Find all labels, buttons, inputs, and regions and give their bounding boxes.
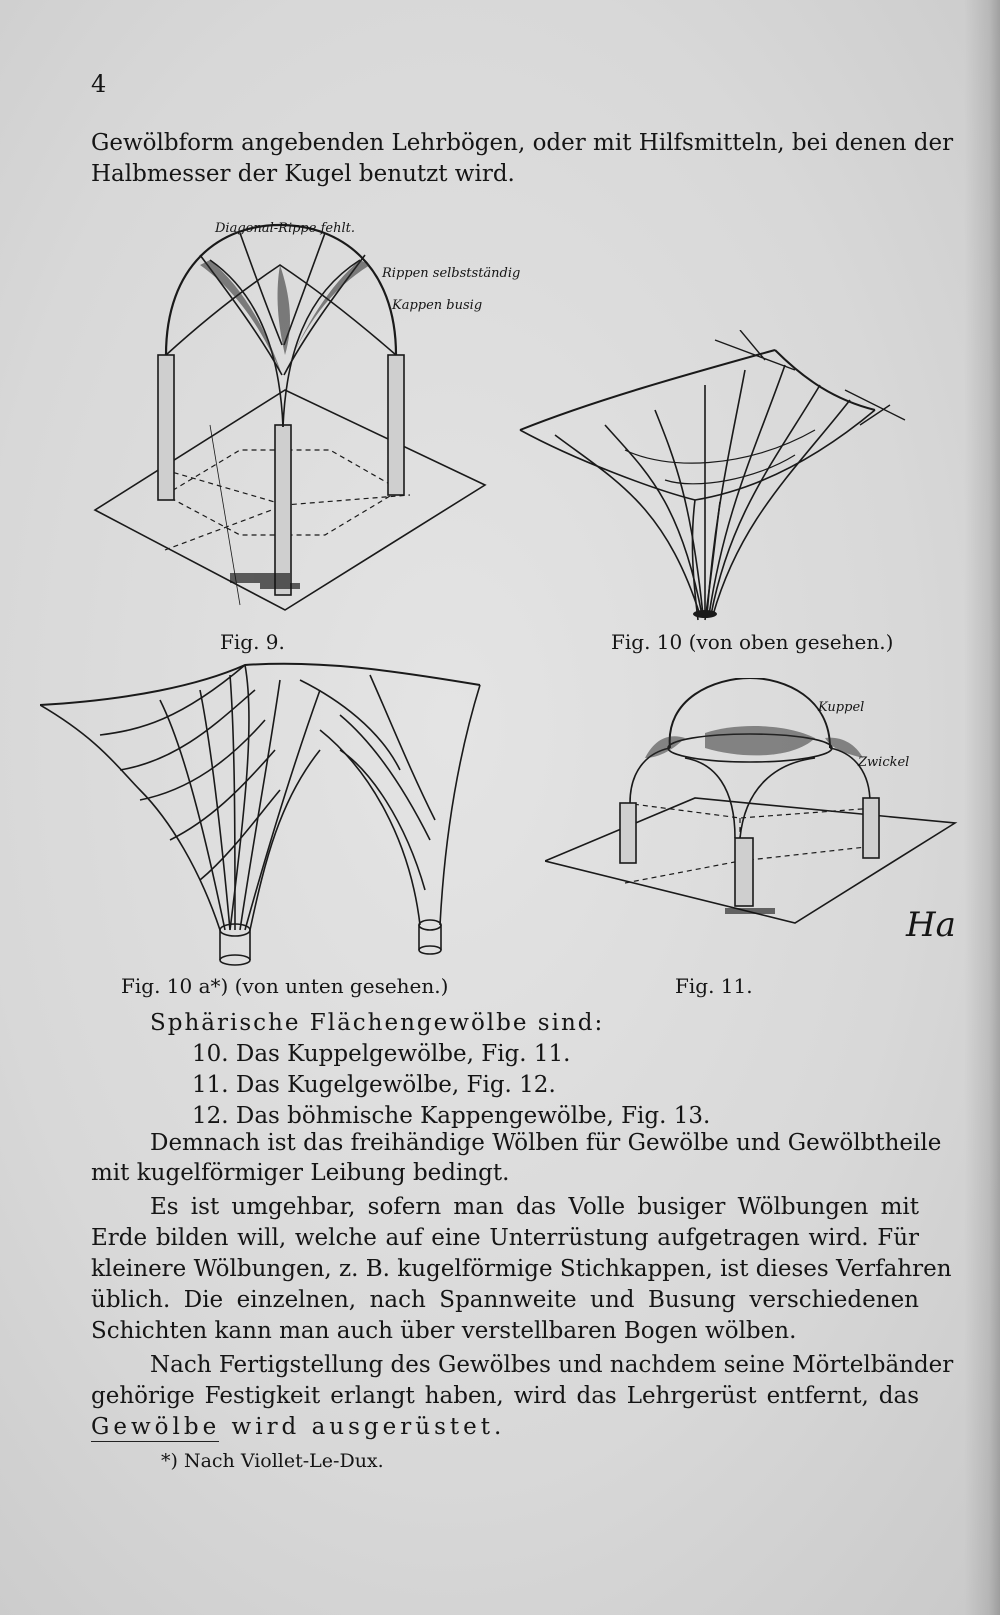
- paragraph3-line-last: [91, 1412, 919, 1442]
- figure-11-drawing: [545, 678, 965, 948]
- paragraph1-line: Demnach ist das freihändige Wölben für Gewölbe und Gewölbtheile: [150, 1130, 942, 1156]
- footnote: *) Nach Viollet-Le-Dux.: [161, 1450, 384, 1472]
- paragraph2-line: kleinere Wölbungen, z. B. kugelförmige Stichkappen, ist dieses Verfahren: [91, 1256, 952, 1282]
- figure-10-drawing: [515, 330, 915, 625]
- footnote-rule: [91, 1441, 219, 1442]
- figure-11-dome-on-pendentives: [545, 678, 965, 948]
- paragraph1-line: mit kugelförmiger Leibung bedingt.: [91, 1160, 510, 1186]
- intro-line-2: Halbmesser der Kugel benutzt wird.: [91, 161, 515, 187]
- list-item: 12. Das böhmische Kappengewölbe, Fig. 13.: [192, 1103, 711, 1129]
- intro-line-1: Gewölbform angebenden Lehrbögen, oder mit Hilfsmitteln, bei denen der: [91, 130, 954, 156]
- fig9-caption: Fig. 9.: [220, 630, 285, 654]
- figure-10-fan-vault-top: [515, 330, 915, 625]
- fig11-label-dome: Kuppel: [818, 700, 865, 715]
- list-item: 10. Das Kuppelgewölbe, Fig. 11.: [192, 1041, 571, 1067]
- fig11-label-pendentive: Zwickel: [858, 755, 910, 770]
- page-edge-shadow: [964, 0, 1000, 1615]
- paragraph3-line: Nach Fertigstellung des Gewölbes und nachdem seine Mörtelbänder: [150, 1352, 954, 1378]
- fig9-label-ribs: Rippen selbstständig: [382, 266, 521, 281]
- list-item: 11. Das Kugelgewölbe, Fig. 12.: [192, 1072, 556, 1098]
- section-heading: Sphärische Flächengewölbe sind:: [150, 1010, 605, 1036]
- paragraph2-line: Schichten kann man auch über verstellbaren Bogen wölben.: [91, 1318, 797, 1344]
- fig9-label-diagonal: Diagonal-Rippe fehlt.: [215, 221, 355, 236]
- paragraph2-line: Es ist umgehbar, sofern man das Volle busiger Wölbungen mit: [150, 1194, 919, 1220]
- paragraph2-line: üblich. Die einzelnen, nach Spannweite und Busung verschiedenen: [91, 1287, 919, 1313]
- fig10-caption: Fig. 10 (von oben gesehen.): [611, 630, 894, 654]
- figure-10a-drawing: [40, 660, 560, 970]
- figure-10a-fan-vault-bottom: [40, 660, 560, 970]
- paragraph3-line: gehörige Festigkeit erlangt haben, wird das Lehrgerüst entfernt, das: [91, 1383, 919, 1409]
- spaced-emphasis: Gewölbe wird ausgerüstet: [91, 1414, 494, 1440]
- fig10a-caption: Fig. 10 a*) (von unten gesehen.): [121, 974, 449, 998]
- page-number: 4: [91, 70, 107, 98]
- fig9-label-caps: Kappen busig: [392, 298, 483, 313]
- sentence-end: .: [493, 1414, 502, 1440]
- artist-signature: Ha: [906, 905, 956, 945]
- paragraph2-line: Erde bilden will, welche auf eine Unterrüstung aufgetragen wird. Für: [91, 1225, 919, 1251]
- fig11-caption: Fig. 11.: [675, 974, 753, 998]
